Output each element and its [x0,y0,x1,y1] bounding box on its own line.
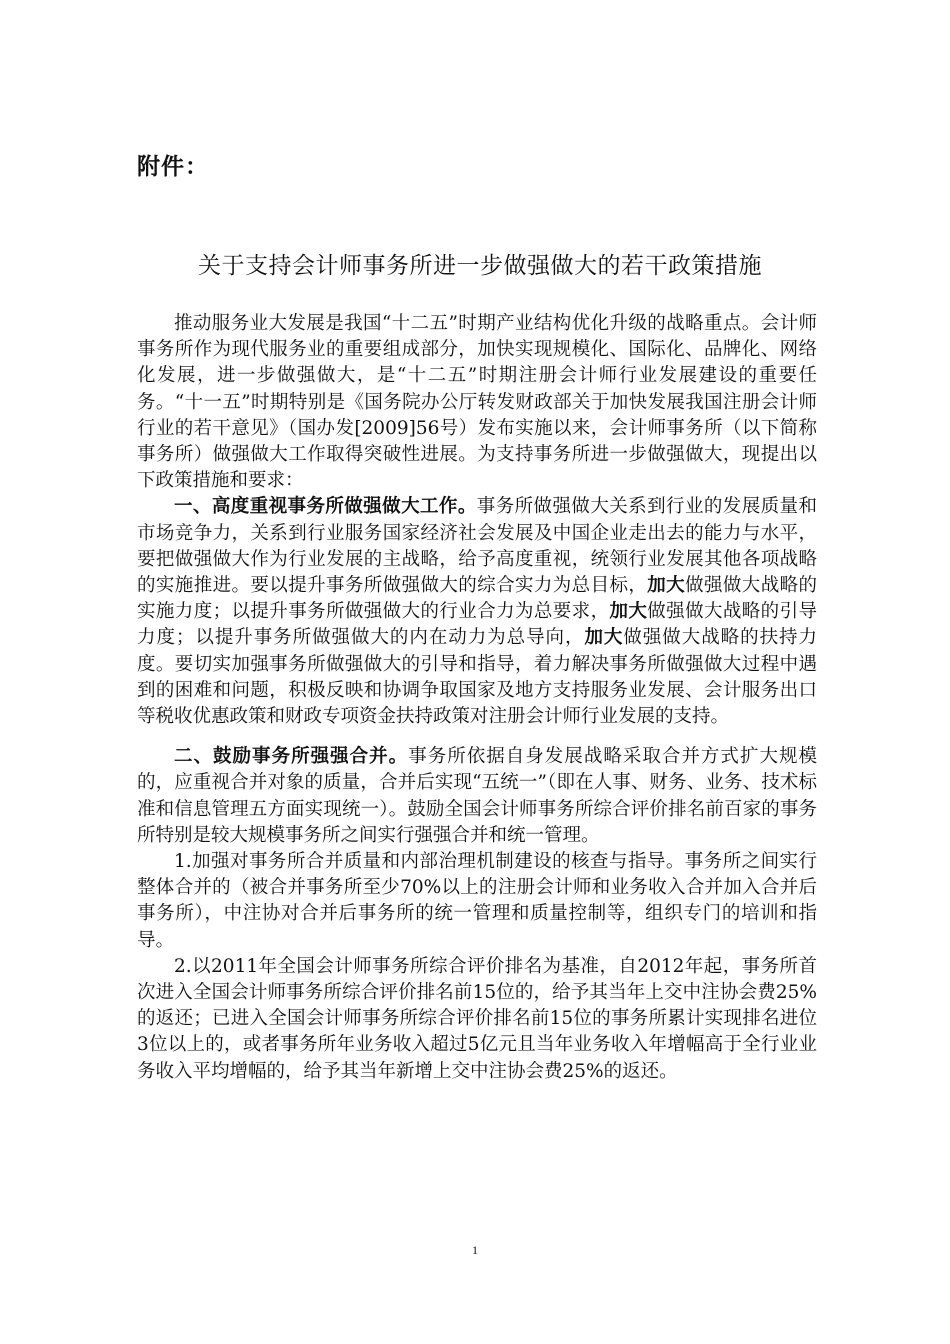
section-2-text: 事务所依据自身发展战略采取合并方式扩大规模的，应重视合并对象的质量，合并后实现“五统一”（即在人事、财务、业务、技术标准和信息管理五方面实现统一）。鼓励全国会计师事务所综合评价排名前百家的事务所特别是较大规模事务所之间实行强强合并和统一管理。 [137,746,817,846]
page-number: 1 [472,1243,478,1257]
section-1-bold-2: 加大 [609,601,648,623]
section-2-paragraph [137,744,817,849]
section-2-item-1: 1.加强对事务所合并质量和内部治理机制建设的核查与指导。事务所之间实行整体合并的（被合并事务所至少70%以上的注册会计师和业务收入合并加入合并后事务所），中注协对合并后事务所的统一管理和质量控制等，组织专门的培训和指导。 [137,851,817,951]
section-1-bold-1: 加大 [647,575,686,597]
section-1-text-d: 做强做大战略的扶持力度。要切实加强事务所做强做大的引导和指导，着力解决事务所做强做大过程中遇到的困难和问题，积极反映和协调争取国家及地方支持服务业发展、会计服务出口等税收优惠政策和财政专项资金扶持政策对注册会计师行业发展的支持。 [137,627,817,728]
section-1-text-c: 做强做大战略的引导力度；以提升事务所做强做大的内在动力为总导向， [137,601,817,649]
section-2-heading: 二、鼓励事务所强强合并。 [174,746,409,768]
section-1-bold-3: 加大 [584,627,624,649]
section-1-heading: 一、高度重视事务所做强做大工作。 [174,496,477,518]
document-body [137,311,817,1085]
section-2-item-2: 2.以2011年全国会计师事务所综合评价排名为基准，自2012年起，事务所首次进入全国会计师事务所综合评价排名前15位的，给予其当年上交中注协会费25%的返还；已进入全国会计师事务所综合评价排名前15位的事务所累计实现排名进位3位以上的，或者事务所年业务收入超过5亿元且当年业务收入年增幅高于全行业业务收入平均增幅的，给予其当年新增上交中注协会费25%的返还。 [137,955,817,1082]
section-1-text-a: 事务所做强做大关系到行业的发展质量和市场竞争力，关系到行业服务国家经济社会发展及中国企业走出去的能力与水平，要把做强做大作为行业发展的主战略，给予高度重视，统领行业发展其他各项战略的实施推进。要以提升事务所做强做大的综合实力为总目标， [137,496,817,597]
intro-paragraph: 推动服务业大发展是我国“十二五”时期产业结构优化升级的战略重点。会计师事务所作为现代服务业的重要组成部分，加快实现规模化、国际化、品牌化、网络化发展，进一步做强做大，是“十二五”时期注册会计师行业发展建设的重要任务。“十一五”时期特别是《国务院办公厅转发财政部关于加快发展我国注册会计师行业的若干意见》（国办发[2009]56号）发布实施以来，会计师事务所（以下简称事务所）做强做大工作取得突破性进展。为支持事务所进一步做强做大，现提出以下政策措施和要求： [137,313,817,492]
section-1-text-b: 做强做大战略的实施力度；以提升事务所做强做大的行业合力为总要求， [137,575,817,623]
document-title: 关于支持会计师事务所进一步做强做大的若干政策措施 [198,253,762,279]
attachment-label: 附件： [137,154,209,180]
section-1-paragraph [137,494,817,730]
